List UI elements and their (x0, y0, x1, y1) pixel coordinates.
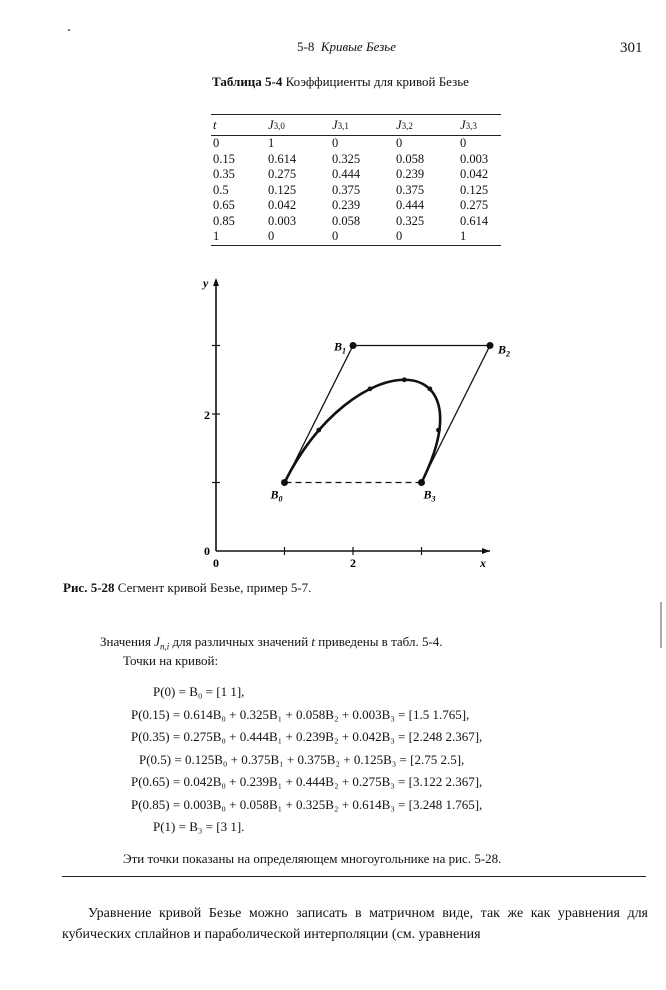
col-header-j31: J3,1 (330, 115, 394, 136)
table-cell: 0 (396, 136, 403, 150)
x-tick-label: 0 (213, 556, 219, 570)
curve-point (419, 480, 424, 485)
table-cell: 0.325 (396, 213, 425, 228)
equation-line: P(0.15) = 0.614B₀ + 0.325B₁ + 0.058B₂ + 0.003B₃ = [1.5 1.765], (131, 706, 470, 722)
equations-block (131, 684, 482, 842)
curve-point (316, 428, 321, 433)
control-point-label-subscript: 0 (278, 494, 283, 504)
figure-caption-text: Сегмент кривой Безье, пример 5-7. (117, 580, 312, 595)
equation-line: P(0.85) = 0.003B₀ + 0.058B₁ + 0.325B₂ + 0.614B₃ = [3.248 1.765], (131, 796, 483, 812)
control-point-label: $B_2$ (498, 342, 511, 359)
y-tick-label: 2 (204, 408, 210, 422)
y-axis-label: y (203, 276, 209, 290)
curve-path (285, 380, 441, 483)
section-title: Кривые Безье (320, 39, 396, 54)
control-point-label-subscript: 2 (506, 349, 511, 359)
table-cell: 0.5 (213, 182, 229, 197)
figure-label: Рис. 5-28 (63, 580, 115, 595)
bezier-curve (282, 377, 441, 485)
x-axis-arrow (482, 548, 490, 554)
table-cell: 0.444 (396, 198, 425, 212)
table-caption-text: Коэффициенты для кривой Безье (285, 74, 469, 89)
table-cell: 0 (213, 136, 220, 150)
control-point-label: $B_0$ (270, 487, 283, 504)
table-cell: 0.003 (460, 151, 489, 166)
equation-line: P(1) = B₃ = [3 1]. (153, 819, 245, 834)
y-tick-label: 0 (204, 544, 210, 558)
control-polygon (281, 339, 494, 486)
table-cell: 0.444 (332, 167, 361, 181)
curve-point (368, 386, 373, 391)
col-header-j30: J3,0 (266, 115, 330, 136)
table-cell: 0 (394, 229, 458, 245)
table-cell: 0.85 (213, 213, 235, 228)
table-cell: 0.058 (396, 151, 425, 166)
body-paragraph: Уравнение кривой Безье можно записать в матричном виде, так же как уравнения для кубических сплайнов и параболической интерполяции (см. уравнения (62, 906, 648, 942)
section-number: 5-8 (297, 39, 315, 54)
table-cell: 0.375 (332, 182, 361, 197)
axes (201, 276, 490, 570)
curve-point (436, 428, 441, 433)
equation-line: P(0.65) = 0.042B₀ + 0.239B₁ + 0.444B₂ + 0.275B₃ = [3.122 2.367], (131, 774, 483, 789)
control-point (487, 342, 494, 349)
x-tick-label: 2 (350, 556, 356, 570)
table-cell: 0.614 (460, 213, 489, 228)
table-cell: 0 (266, 229, 330, 245)
table-cell: 0.125 (268, 182, 297, 197)
conclusion-text: Эти точки показаны на определяющем многоугольнике на рис. 5-28. (123, 851, 502, 866)
intro-text-a: Значения (100, 634, 155, 649)
equation-line: P(0) = B₀ = [1 1], (153, 684, 245, 699)
table-cell: 0.325 (332, 151, 361, 166)
table-cell: 1 (458, 229, 501, 245)
table-cell: 0 (460, 136, 467, 150)
point-labels (270, 340, 511, 504)
table-cell: 0.042 (268, 198, 297, 212)
curve-point (427, 386, 432, 391)
col-header-t: t (211, 115, 266, 136)
control-point-label: $B_3$ (423, 487, 436, 504)
j-symbol: $J_{n,i}$ (154, 634, 170, 652)
intro-text-b: для различных значений (169, 634, 312, 649)
table-cell: 0.614 (268, 151, 297, 166)
curve-point (402, 377, 407, 382)
table-cell: 0.125 (460, 182, 489, 197)
intro-line-1 (100, 634, 443, 652)
table-cell: 0.275 (268, 167, 297, 181)
table-cell: 0.15 (213, 151, 235, 166)
table-cell: 1 (268, 136, 275, 150)
control-point-label: $B_1$ (334, 339, 347, 356)
control-point-label-subscript: 3 (431, 494, 436, 504)
table-cell: 0.058 (332, 213, 361, 228)
control-point (350, 342, 357, 349)
table-cell: 0.003 (268, 213, 297, 228)
table-cell: 0.042 (460, 167, 489, 181)
table-cell: 0.65 (213, 198, 235, 212)
col-header-j33: J3,3 (458, 115, 501, 136)
page-number: 301 (620, 40, 643, 56)
table-label: Таблица 5-4 (212, 74, 283, 89)
intro-line-2: Точки на кривой: (123, 653, 219, 668)
table-cell: 1 (211, 229, 266, 245)
figure-caption (63, 580, 311, 596)
y-axis-arrow (213, 278, 219, 286)
horizontal-rule (62, 876, 646, 877)
control-point-label-subscript: 1 (342, 346, 347, 356)
table-cell: 0 (330, 229, 394, 245)
equation-line: P(0.35) = 0.275B₀ + 0.444B₁ + 0.239B₂ + 0.042B₃ = [2.248 2.367], (131, 729, 483, 744)
table-cell: 0.239 (332, 198, 361, 212)
table-cell: 0.239 (396, 167, 425, 181)
intro-text-c: приведены в табл. 5-4. (315, 634, 443, 649)
table-cell: 0.35 (213, 167, 235, 181)
table-cell: 0.275 (460, 198, 489, 212)
equation-line: P(0.5) = 0.125B₀ + 0.375B₁ + 0.375B₂ + 0.125B₃ = [2.75 2.5], (139, 751, 465, 767)
col-header-j32: J3,2 (394, 115, 458, 136)
table-cell: 0 (332, 136, 339, 150)
curve-point (282, 480, 287, 485)
table-cell: 0.375 (396, 182, 425, 197)
scan-edge-mark (660, 602, 662, 648)
t-symbol: t (311, 634, 316, 649)
x-axis-label: x (480, 556, 486, 570)
